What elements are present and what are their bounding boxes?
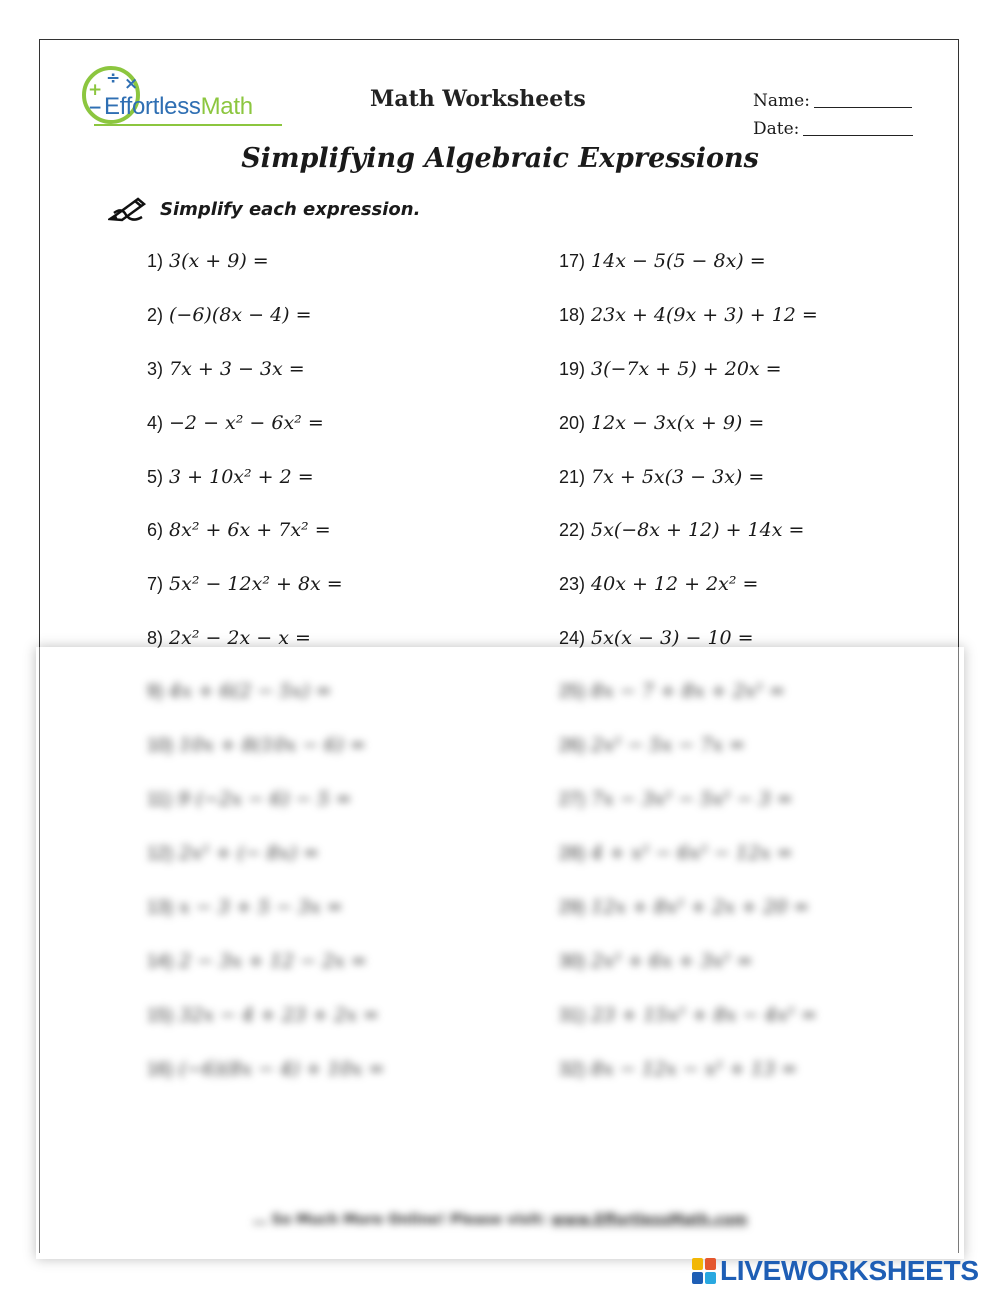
problem-number: 21) xyxy=(559,467,586,487)
problem-expression: 12x + 8x² + 2x + 20 = xyxy=(591,896,810,918)
problem-number: 3) xyxy=(147,359,164,379)
problem-item xyxy=(559,1058,797,1080)
problem-expression: (−6)(8x − 4) + 10x = xyxy=(179,1058,385,1080)
problem-expression: 4 + x² − 6x² − 12x = xyxy=(591,842,793,864)
problem-item xyxy=(559,1004,817,1026)
problem-number: 8) xyxy=(147,628,164,648)
liveworksheets-brand xyxy=(692,1255,979,1287)
problem-expression: 5x(−8x + 12) + 14x = xyxy=(591,519,805,541)
multiply-icon: × xyxy=(124,74,139,94)
brand-icon-square xyxy=(692,1258,703,1270)
problem-expression: 3(x + 9) = xyxy=(169,250,269,272)
problem-item xyxy=(147,1058,384,1080)
problem-number: 31) xyxy=(559,1005,586,1025)
problem-item xyxy=(559,842,793,864)
problem-expression: 7x + 5x(3 − 3x) = xyxy=(591,466,765,488)
minus-icon: − xyxy=(88,98,103,118)
problem-expression: 2x² − 5x − 7x = xyxy=(591,734,746,756)
problem-number: 17) xyxy=(559,251,586,271)
brand-icon-square xyxy=(705,1258,716,1270)
problem-number: 13) xyxy=(147,897,174,917)
problem-number: 18) xyxy=(559,305,586,325)
problem-expression: 8x² + 6x + 7x² = xyxy=(169,519,331,541)
problem-number: 30) xyxy=(559,951,586,971)
problem-number: 27) xyxy=(559,789,586,809)
problem-expression: 12x − 3x(x + 9) = xyxy=(591,412,765,434)
page-title: Simplifying Algebraic Expressions xyxy=(241,143,759,174)
worksheet-label: Math Worksheets xyxy=(370,86,586,112)
problem-expression: 40x + 12 + 2x² = xyxy=(591,573,759,595)
problem-expression: (−6)(8x − 4) = xyxy=(169,304,312,326)
problem-item xyxy=(147,788,352,810)
problem-item xyxy=(147,896,343,918)
problem-number: 25) xyxy=(559,681,586,701)
divide-icon: ÷ xyxy=(106,68,121,88)
instruction-text: Simplify each expression. xyxy=(160,198,421,220)
footer-link[interactable]: www.EffortlessMath.com xyxy=(551,1212,748,1228)
problem-item xyxy=(147,1004,379,1026)
problem-expression: 4x + 6(2 − 5x) = xyxy=(169,680,332,702)
problem-number: 9) xyxy=(147,681,164,701)
problem-item xyxy=(147,680,332,702)
problem-number: 28) xyxy=(559,843,586,863)
problem-expression: 8x − 7 + 8x + 2x² = xyxy=(591,680,786,702)
problem-number: 26) xyxy=(559,735,586,755)
problem-number: 12) xyxy=(147,843,174,863)
problem-item xyxy=(559,896,809,918)
date-label: Date: xyxy=(753,119,800,139)
problem-expression: 9 (−2x − 6) − 5 = xyxy=(177,788,352,810)
brand-name: LIVEWORKSHEETS xyxy=(720,1255,979,1286)
problem-number: 10) xyxy=(147,735,174,755)
problem-number: 14) xyxy=(147,951,174,971)
problem-number: 24) xyxy=(559,628,586,648)
problem-item xyxy=(559,734,745,756)
problem-number: 6) xyxy=(147,520,164,540)
brand-icon-square xyxy=(705,1272,716,1284)
name-label: Name: xyxy=(753,91,810,111)
footer xyxy=(0,1212,1000,1228)
problem-item xyxy=(147,734,366,756)
problem-expression: 23 + 15x² + 8x − 4x² = xyxy=(591,1004,817,1026)
problem-item xyxy=(559,950,753,972)
problem-number: 19) xyxy=(559,359,586,379)
problem-number: 2) xyxy=(147,305,164,325)
problem-number: 1) xyxy=(147,251,164,271)
problem-number: 23) xyxy=(559,574,586,594)
problem-expression: 2x² + 6x + 3x² = xyxy=(591,950,753,972)
liveworksheets-logo-icon xyxy=(692,1258,716,1284)
problem-expression: 5x(x − 3) − 10 = xyxy=(591,627,754,649)
problem-expression: 32x − 4 + 23 + 2x = xyxy=(179,1004,379,1026)
problem-expression: 7x + 3 − 3x = xyxy=(169,358,305,380)
problem-expression: 2 − 3x + 12 − 2x = xyxy=(179,950,367,972)
problem-expression: 8x − 12x − x² + 13 = xyxy=(591,1058,798,1080)
problem-number: 29) xyxy=(559,897,586,917)
problem-number: 32) xyxy=(559,1059,586,1079)
problem-number: 22) xyxy=(559,520,586,540)
problem-number: 16) xyxy=(147,1059,174,1079)
footer-text: … So Much More Online! Please visit: xyxy=(252,1212,547,1228)
logo-text-math: Math xyxy=(200,93,253,120)
problem-item xyxy=(147,842,319,864)
problem-item xyxy=(559,788,793,810)
problem-expression: x − 3 + 5 − 3x = xyxy=(179,896,343,918)
brand-icon-square xyxy=(692,1272,703,1284)
problem-number: 5) xyxy=(147,467,164,487)
problem-expression: 14x − 5(5 − 8x) = xyxy=(591,250,766,272)
problem-item xyxy=(147,950,367,972)
problem-expression: 7x − 3x² − 5x² − 3 = xyxy=(591,788,793,810)
plus-icon: + xyxy=(88,80,103,100)
problem-number: 20) xyxy=(559,413,586,433)
problem-number: 7) xyxy=(147,574,164,594)
problem-expression: 3(−7x + 5) + 20x = xyxy=(591,358,782,380)
problem-expression: 23x + 4(9x + 3) + 12 = xyxy=(591,304,818,326)
problem-expression: 3 + 10x² + 2 = xyxy=(169,466,314,488)
problem-number: 15) xyxy=(147,1005,174,1025)
problem-expression: 2x² − 2x − x = xyxy=(169,627,311,649)
problem-expression: 2x² + (− 8x) = xyxy=(179,842,319,864)
problem-number: 4) xyxy=(147,413,164,433)
problem-expression: 10x + 8(10x − 6) = xyxy=(179,734,366,756)
logo-text-effortless: Effortless xyxy=(104,93,201,120)
problem-expression: −2 − x² − 6x² = xyxy=(169,412,324,434)
problem-item xyxy=(559,680,785,702)
problem-expression: 5x² − 12x² + 8x = xyxy=(169,573,343,595)
problem-number: 11) xyxy=(147,789,172,809)
